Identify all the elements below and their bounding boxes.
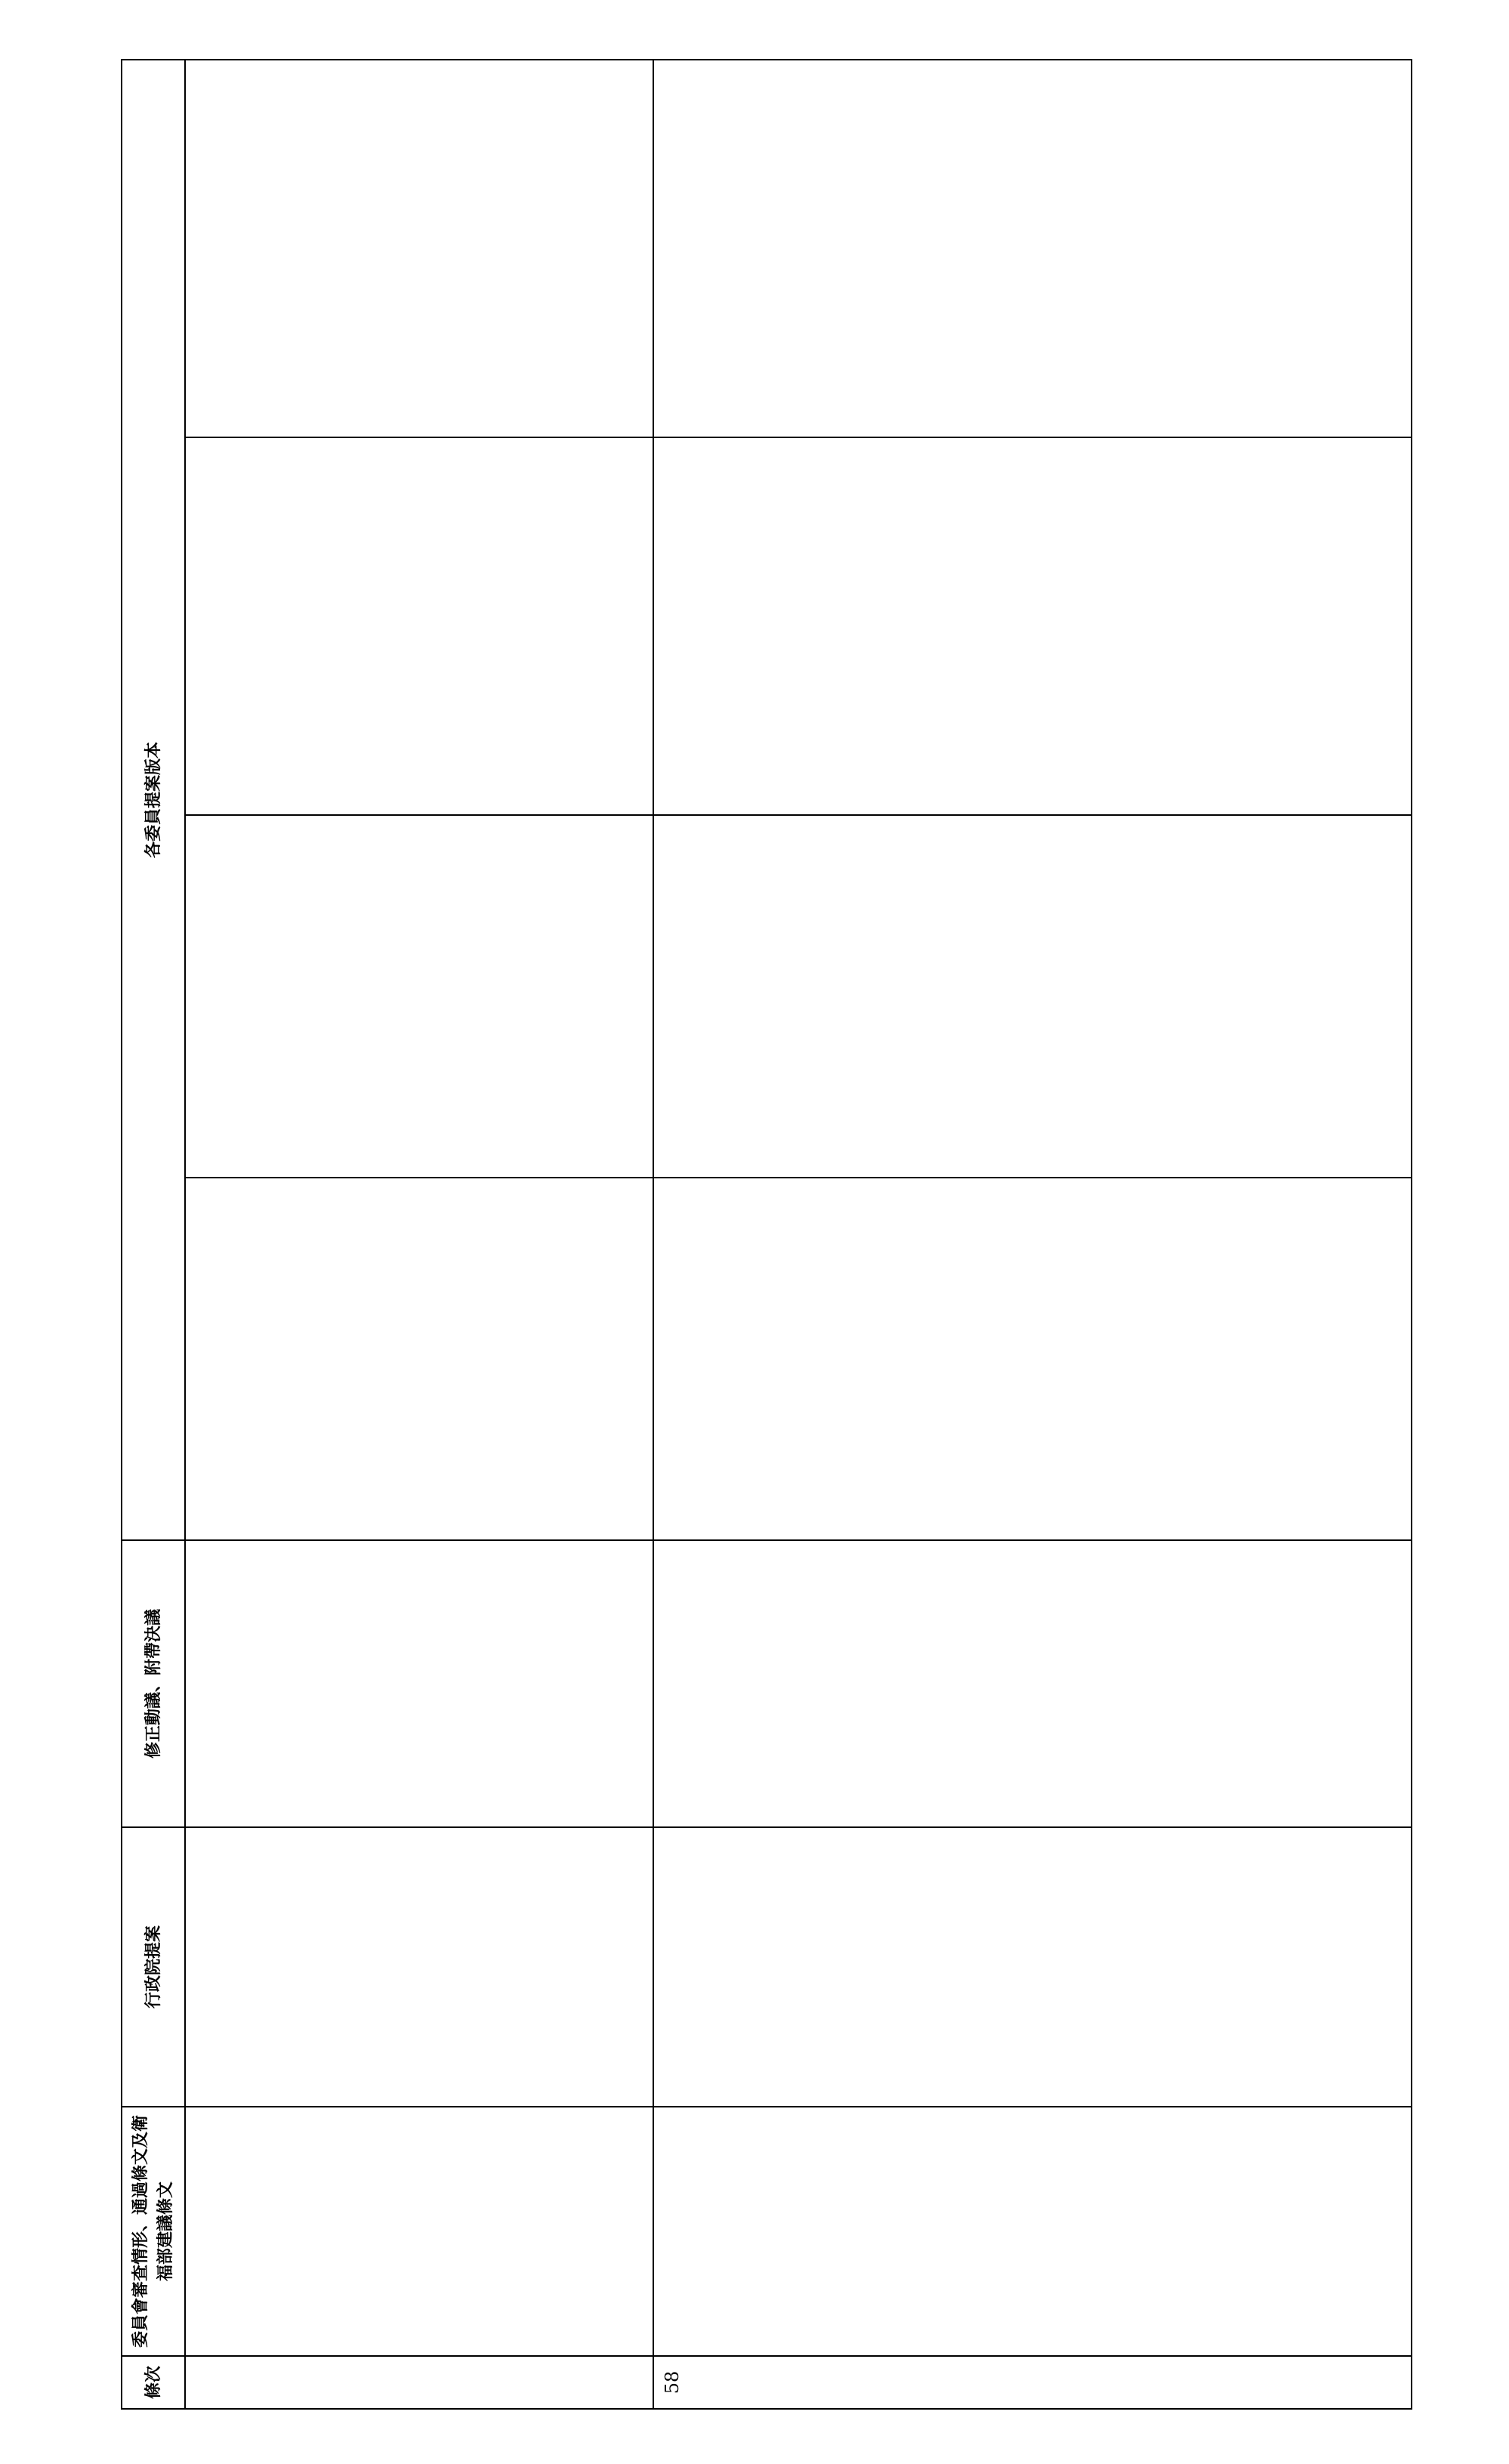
cell: [653, 60, 1412, 437]
cell: [185, 1540, 653, 1827]
cell: [185, 2107, 653, 2356]
cell: [653, 815, 1412, 1178]
header-article-no: 條次: [122, 2356, 185, 2409]
header-executive-proposal: 行政院提案: [122, 1827, 185, 2107]
cell: [653, 1827, 1412, 2107]
cell: [185, 437, 653, 815]
cell: [653, 1540, 1412, 1827]
cell: [653, 1178, 1412, 1540]
header-amendments: 修正動議、附帶決議: [122, 1540, 185, 1827]
cell: [185, 1178, 653, 1540]
comparison-table: [121, 59, 1412, 2410]
header-member-proposals: 各委員提案版本: [122, 60, 185, 1540]
cell: [653, 437, 1412, 815]
cell: [185, 815, 653, 1178]
article-number: [185, 2356, 653, 2409]
table-row: [185, 60, 653, 2409]
cell: [185, 1827, 653, 2107]
cell: [653, 2107, 1412, 2356]
header-committee-review: 委員會審查情形、通過條文及衛福部建議條文: [122, 2107, 185, 2356]
table-row: [653, 60, 1412, 2409]
cell: [185, 60, 653, 437]
article-number: 58: [653, 2356, 1412, 2409]
comparison-table-wrapper: [121, 60, 1412, 2410]
